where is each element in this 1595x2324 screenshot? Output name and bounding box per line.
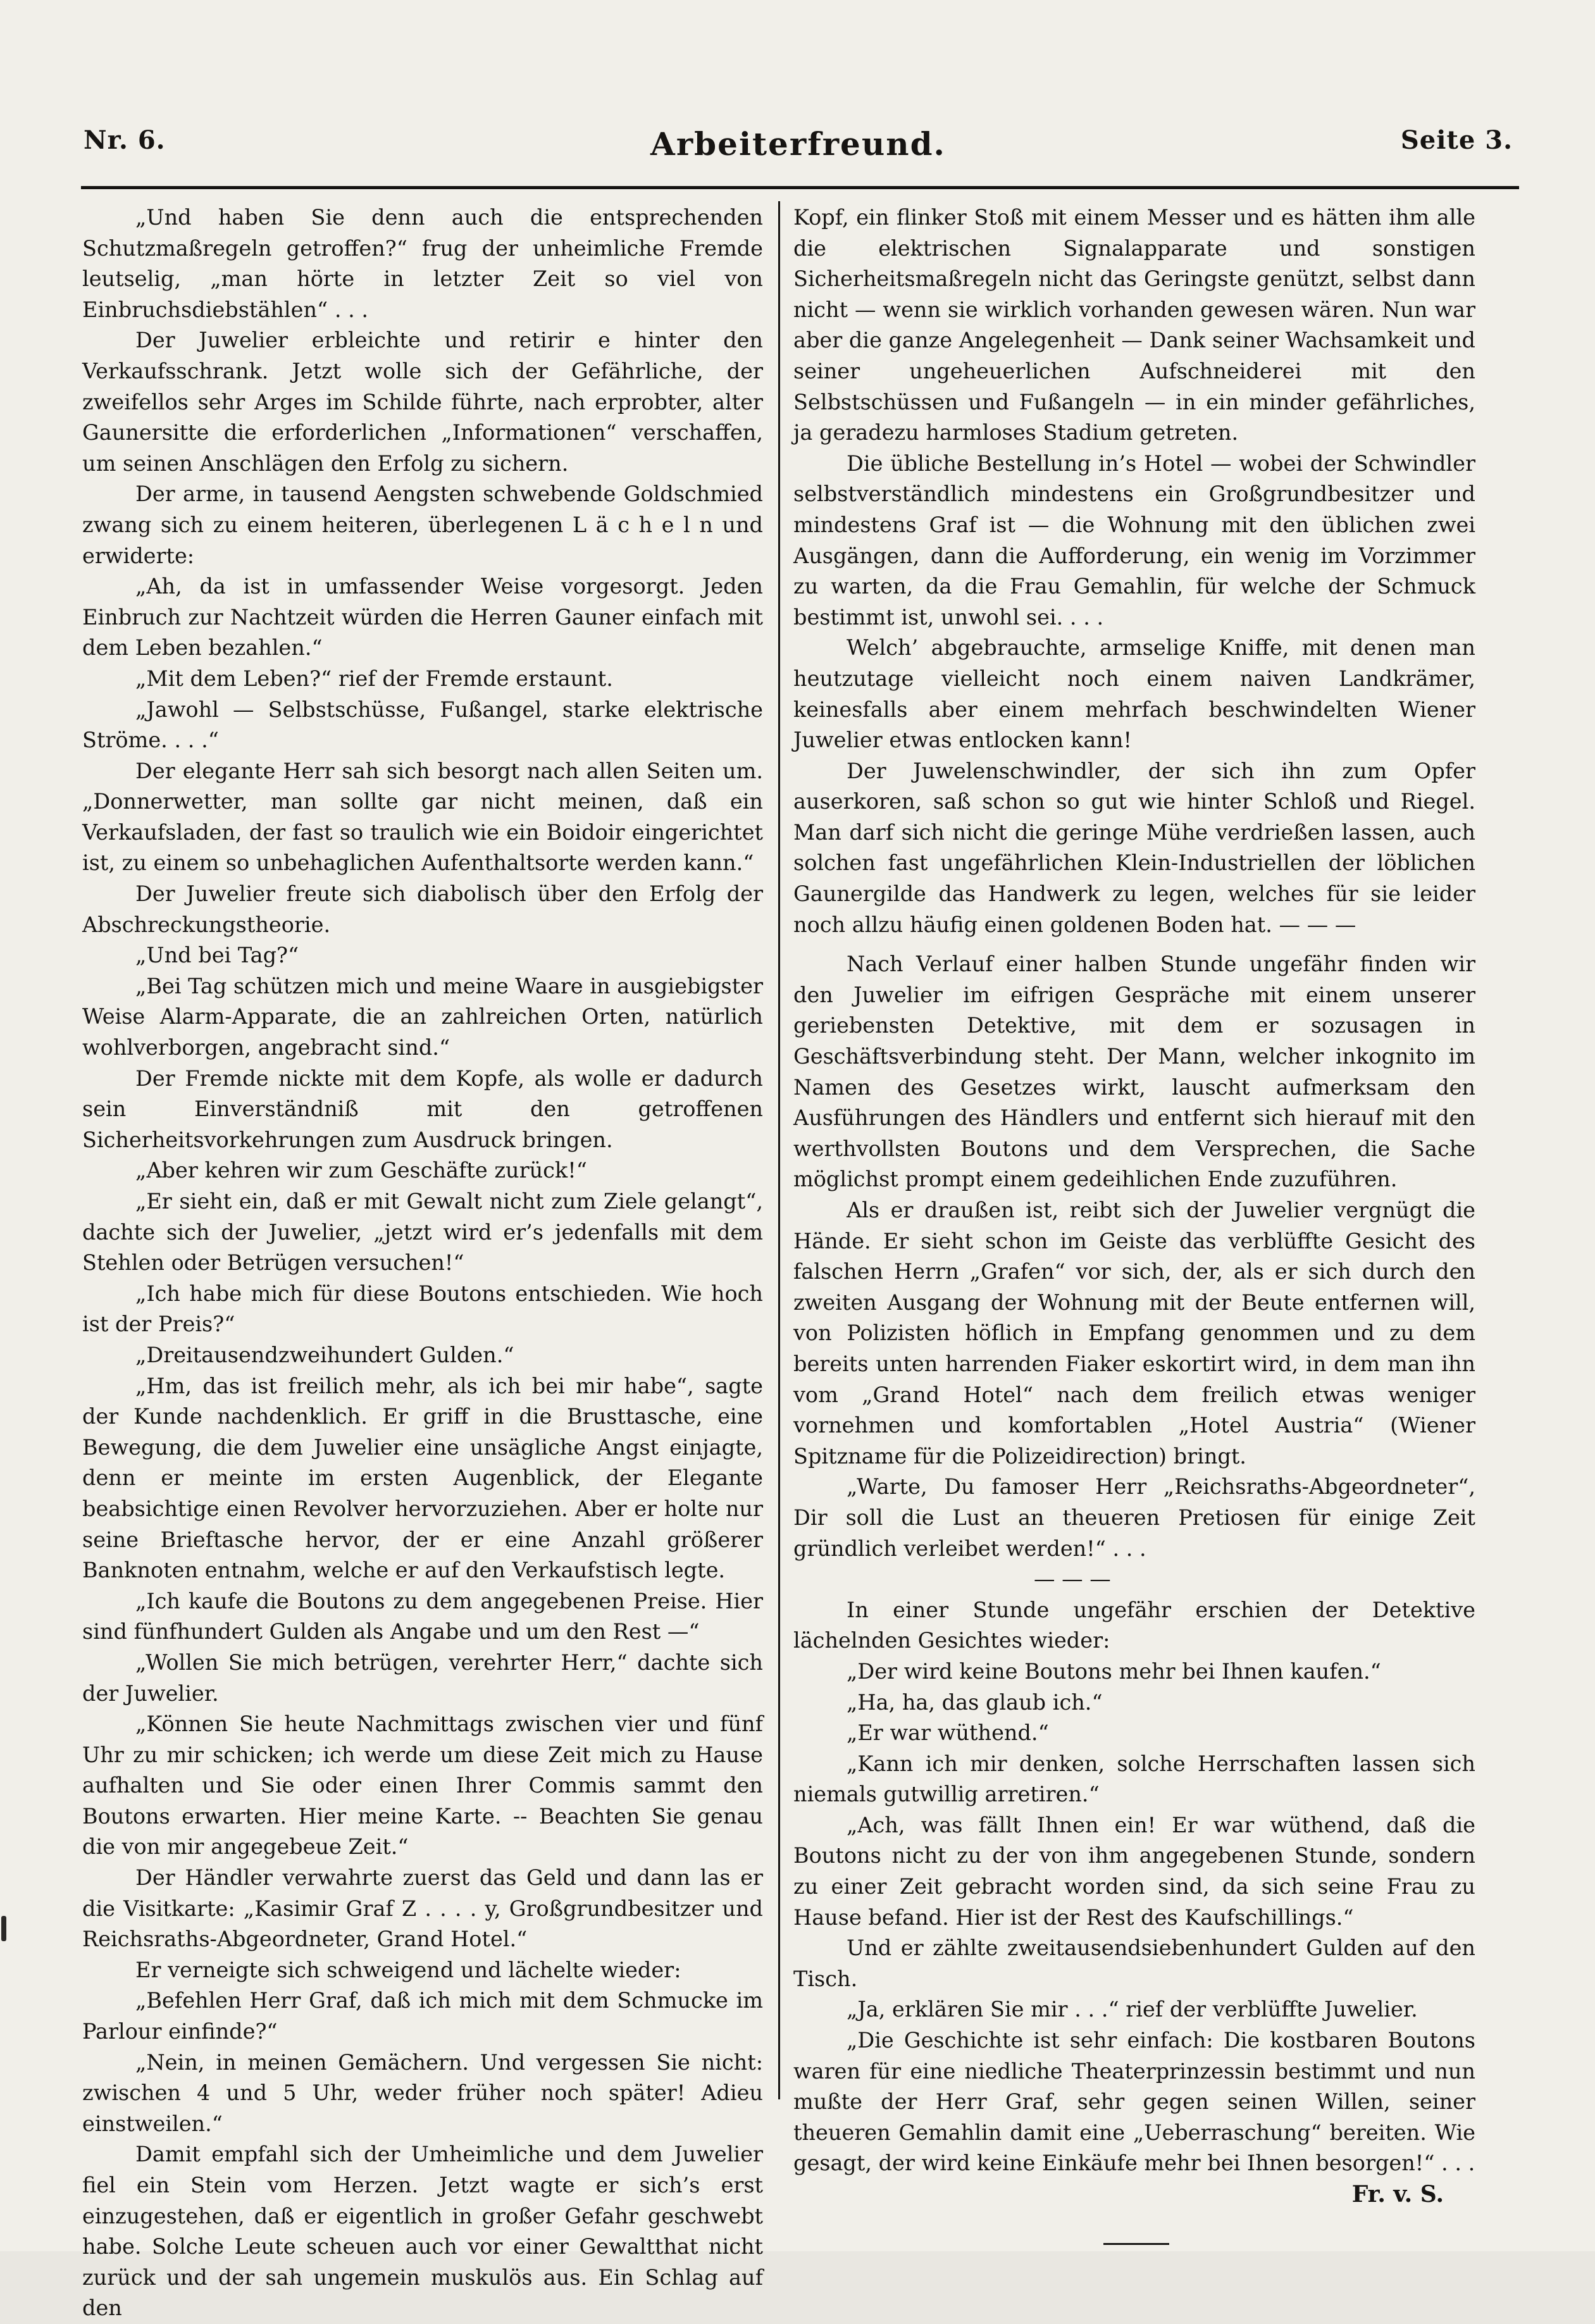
paragraph: Die übliche Bestellung in’s Hotel — wobei der Schwindler selbstverständlich mindestens ein Großgrundbesitzer und mindestens Graf ist — die Wohnung mit den üblichen zwei Ausgängen, dann die Aufforderung, ein wenig im Vorzimmer zu warten, da die Frau Gemahlin, für welche der Schmuck bestimmt ist, unwohl sei. . . . [793,451,1475,630]
paragraph: Nach Verlauf einer halben Stunde ungefähr finden wir den Juwelier im eifrigen Gespräche mit einem unserer geriebensten Detektive, mit dem er sozusagen in Geschäftsverbindung steht. Der Mann, welcher inkognito im Namen des Gesetzes wirkt, lauscht aufmerksam den Ausführungen des Händlers und entfernt sich hierauf mit den werthvollsten Boutons und dem Versprechen, die Sache möglichst prompt einem gedeihlichen Ende zuzuführen. [793,952,1475,1192]
paragraph: Und er zählte zweitausendsiebenhundert Gulden auf den Tisch. [793,1936,1475,1991]
paragraph: „Können Sie heute Nachmittags zwischen vier und fünf Uhr zu mir schicken; ich werde um diese Zeit mich zu Hause aufhalten und Sie oder einen Ihrer Commis sammt den Boutons erwarten. Hier meine Karte. -- Beachten Sie genau die von mir angegebeue Zeit.“ [82,1712,763,1860]
paragraph: „Kann ich mir denken, solche Herrschaften lassen sich niemals gutwillig arretiren.“ [793,1751,1475,1807]
section-dashes: — — — [1034,1567,1111,1592]
paragraph: „Der wird keine Boutons mehr bei Ihnen kaufen.“ [847,1658,1381,1684]
paragraph: „Jawohl — Selbstschüsse, Fußangel, starke elektrische Ströme. . . .“ [82,697,763,753]
masthead-title: Arbeiterfreund. [650,125,946,163]
paragraph: Damit empfahl sich der Umheimliche und dem Juwelier fiel ein Stein vom Herzen. Jetzt wagte er sich’s erst einzugestehen, daß er eigentlich in großer Gefahr geschwebt habe. Solche Leute scheuen auch vor einer Gewaltthat nicht zurück und der sah ungemein muskulös aus. Ein Schlag auf den [82,2142,763,2321]
right-column [793,202,1475,2245]
paragraph: „Aber kehren wir zum Geschäfte zurück!“ [135,1158,587,1183]
paragraph: Kopf, ein flinker Stoß mit einem Messer und es hätten ihm alle die elektrischen Signalapparate und sonstigen Sicherheitsmaßregeln nicht das Geringste genützt, selbst dann nicht — wenn sie wirklich vorhanden gewesen wären. Nun war aber die ganze Angelegenheit — Dank seiner Wachsamkeit und seiner ungeheuerlichen Aufschneiderei mit den Selbstschüssen und Fußangeln — in ein minder gefährliches, ja geradezu harmloses Stadium getreten. [793,205,1475,445]
paragraph: „Ah, da ist in umfassender Weise vorgesorgt. Jeden Einbruch zur Nachtzeit würden die Herren Gauner einfach mit dem Leben bezahlen.“ [82,574,763,661]
paragraph: „Dreitausendzweihundert Gulden.“ [135,1342,514,1367]
paragraph: „Wollen Sie mich betrügen, verehrter Herr,“ dachte sich der Juwelier. [82,1650,763,1706]
paragraph: „Befehlen Herr Graf, daß ich mich mit dem Schmucke im Parlour einfinde?“ [82,1988,763,2044]
paragraph: „Ich habe mich für diese Boutons entschieden. Wie hoch ist der Preis?“ [82,1281,763,1337]
left-column [82,202,763,2324]
paragraph: Er verneigte sich schweigend und lächelte wieder: [135,1957,681,1982]
paragraph: „Nein, in meinen Gemächern. Und vergessen Sie nicht: zwischen 4 und 5 Uhr, weder früher noch später! Adieu einstweilen.“ [82,2049,763,2136]
paragraph: „Und haben Sie denn auch die entsprechenden Schutzmaßregeln getroffen?“ frug der unheimliche Fremde leutselig, „man hörte in letzter Zeit so viel von Einbruchsdiebstählen“ . . . [82,205,763,322]
issue-number: Nr. 6. [84,125,166,155]
paragraph: „Er war wüthend.“ [847,1720,1049,1746]
paragraph: „Die Geschichte ist sehr einfach: Die kostbaren Boutons waren für eine niedliche Theaterprinzessin bestimmt und nun mußte der Herr Graf, sehr gegen seinen Willen, seiner theueren Gemahlin damit eine „Ueberraschung“ bereiten. Wie gesagt, der wird keine Einkäufe mehr bei Ihnen besorgen!“ . . . [793,2028,1475,2176]
paragraph: In einer Stunde ungefähr erschien der Detektive lächelnden Gesichtes wieder: [793,1597,1475,1653]
paragraph: Der Juwelenschwindler, der sich ihn zum Opfer auserkoren, saß schon so gut wie hinter Schloß und Riegel. Man darf sich nicht die geringe Mühe verdrießen lassen, auch solchen fast ungefährlichen Klein-Industriellen der löblichen Gaunergilde das Handwerk zu legen, welches für sie leider noch allzu häufig einen goldenen Boden hat. — — — [793,758,1475,937]
paragraph: „Mit dem Leben?“ rief der Fremde erstaunt. [135,666,613,691]
paragraph: Als er draußen ist, reibt sich der Juwelier vergnügt die Hände. Er sieht schon im Geiste das verblüffte Gesicht des falschen Herrn „Grafen“ vor sich, der, als er sich durch den zweiten Ausgang der Wohnung mit der Beute entfernen will, von Polizisten höflich in Empfang genommen und zu dem bereits unten harrenden Fiaker eskortirt wird, in dem man ihn vom „Grand Hotel“ nach dem freilich etwas weniger vornehmen und komfortablen „Hotel Austria“ (Wiener Spitzname für die Polizeidirection) bringt. [793,1198,1475,1469]
paragraph: Der Juwelier erbleichte und retirir e hinter den Verkaufsschrank. Jetzt wolle sich der Gefährliche, der zweifellos sehr Arges im Schilde führte, nach erprobter, alter Gaunersitte die erforderlichen „Informationen“ verschaffen, um seinen Anschlägen den Erfolg zu sichern. [82,328,763,476]
paragraph: „Er sieht ein, daß er mit Gewalt nicht zum Ziele gelangt“, dachte sich der Juwelier, „jetzt wird er’s jedenfalls mit dem Stehlen oder Betrügen versuchen!“ [82,1189,763,1276]
page-number: Seite 3. [1400,125,1513,155]
paragraph: „Bei Tag schützen mich und meine Waare in ausgiebigster Weise Alarm-Apparate, die an zahlreichen Orten, natürlich wohlverborgen, angebracht sind.“ [82,973,764,1060]
paragraph: „Warte, Du famoser Herr „Reichsraths-Abgeordneter“, Dir soll die Lust an theueren Pretiosen für einige Zeit gründlich verleibet werden!“ . . . [793,1474,1475,1561]
paragraph: „Hm, das ist freilich mehr, als ich bei mir habe“, sagte der Kunde nachdenklich. Er griff in die Brusttasche, eine Bewegung, die dem Juwelier eine unsägliche Angst einjagte, denn er meinte im ersten Augenblick, der Elegante beabsichtige einen Revolver hervorzuziehen. Aber er holte nur seine Brieftasche hervor, der er eine Anzahl größerer Banknoten entnahm, welche er auf den Verkaufstisch legte. [82,1373,763,1583]
paragraph: Welch’ abgebrauchte, armselige Kniffe, mit denen man heutzutage vielleicht noch einem naiven Landkrämer, keinesfalls aber einem mehrfach beschwindelten Wiener Juwelier etwas entlocken kann! [793,635,1475,753]
paragraph: Der Juwelier freute sich diabolisch über den Erfolg der Abschreckungstheorie. [82,881,763,937]
paragraph: „Ja, erklären Sie mir . . .“ rief der verblüffte Juwelier. [847,1997,1418,2022]
paragraph: Der arme, in tausend Aengsten schwebende Goldschmied zwang sich zu einem heiteren, überlegenen L ä c h e l n und erwiderte: [82,482,763,568]
paragraph: „Ich kaufe die Boutons zu dem angegebenen Preise. Hier sind fünfhundert Gulden als Angabe und um den Rest —“ [82,1588,763,1644]
page-header [84,125,1513,173]
paragraph: Der Fremde nickte mit dem Kopfe, als wolle er dadurch sein Einverständniß mit den getroffenen Sicherheitsvorkehrungen zum Ausdruck bringen. [82,1066,763,1152]
column-divider [778,201,780,2099]
binding-mark [1,1916,6,1941]
paragraph: „Ha, ha, das glaub ich.“ [847,1689,1103,1715]
end-rule [1103,2243,1169,2245]
header-rule [81,186,1519,189]
paragraph: „Und bei Tag?“ [135,943,299,968]
paragraph: Der elegante Herr sah sich besorgt nach allen Seiten um. „Donnerwetter, man sollte gar nicht meinen, daß ein Verkaufsladen, der fast so traulich wie ein Boidoir eingerichtet ist, zu einem so unbehaglichen Aufenthaltsorte werden kann.“ [82,758,763,876]
paragraph: „Ach, was fällt Ihnen ein! Er war wüthend, daß die Boutons nicht zu der von ihm angegebenen Stunde, sondern zu einer Zeit gebracht worden sind, da sich seine Frau zu Hause befand. Hier ist der Rest des Kaufschillings.“ [793,1812,1475,1930]
author-signature: Fr. v. S. [1351,2181,1444,2208]
paragraph: Der Händler verwahrte zuerst das Geld und dann las er die Visitkarte: „Kasimir Graf Z . . . . y, Großgrundbesitzer und Reichsraths-Abgeordneter, Grand Hotel.“ [82,1865,763,1952]
